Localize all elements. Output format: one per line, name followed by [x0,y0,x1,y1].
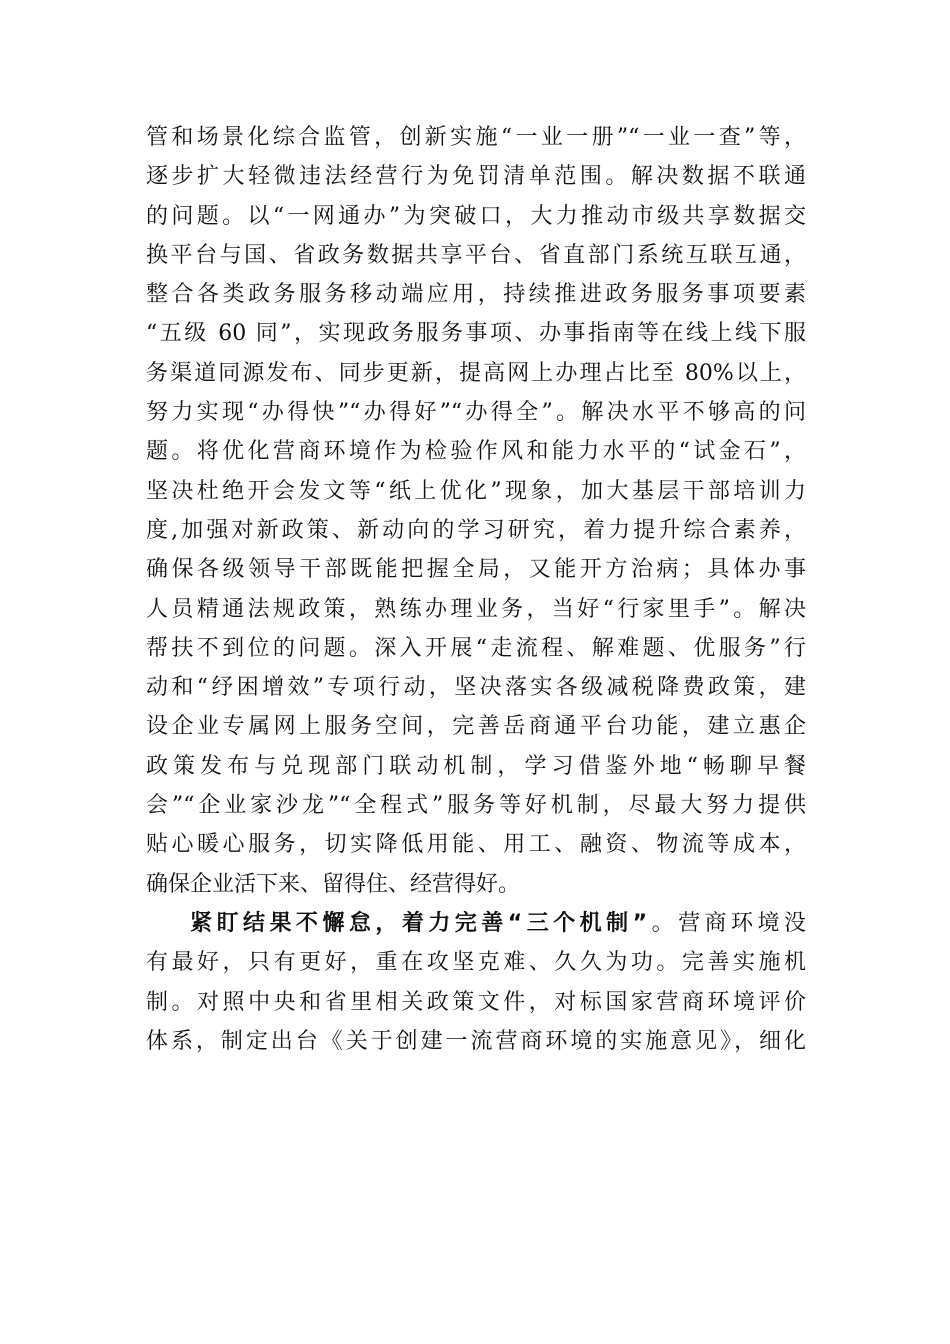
text-line: 确保企业活下来、留得住、经营得好。 [146,871,521,897]
text-line: 逐步扩大轻微违法经营行为免罚清单范围。解决数据不联通 [146,164,806,190]
text-line: 人员精通法规政策，熟练办理业务，当好“行家里手”。解决 [146,596,806,622]
text-line: 整合各类政务服务移动端应用，持续推进政务服务事项要素 [146,282,806,308]
text-line: 换平台与国、省政务数据共享平台、省直部门系统互联互通， [146,242,806,268]
text-line: 度,加强对新政策、新动向的学习研究，着力提升综合素养， [146,517,806,543]
text-line: 政策发布与兑现部门联动机制，学习借鉴外地“畅聊早餐 [146,753,806,779]
text-line: 坚决杜绝开会发文等“纸上优化”现象，加大基层干部培训力 [146,478,806,504]
body-text [146,118,806,1061]
text-line: 会”“企业家沙龙”“全程式”服务等好机制，尽最大努力提供 [146,793,806,819]
paragraph-2 [146,904,806,1061]
paragraph-lead-heading: 紧盯结果不懈怠，着力完善“三个机制” [190,910,648,936]
text-line: 制。对照中央和省里相关政策文件，对标国家营商环境评价 [146,989,806,1015]
text-line: 努力实现“办得快”“办得好”“办得全”。解决水平不够高的问 [146,400,806,426]
text-line: 的问题。以“一网通办”为突破口，大力推动市级共享数据交 [146,203,806,229]
text-line: “五级 60 同”，实现政务服务事项、办事指南等在线上线下服 [146,321,806,347]
text-line: 动和“纾困增效”专项行动，坚决落实各级减税降费政策，建 [146,675,806,701]
text-line: 帮扶不到位的问题。深入开展“走流程、解难题、优服务”行 [146,635,806,661]
text-line: 管和场景化综合监管，创新实施“一业一册”“一业一查”等， [146,125,806,150]
text-line: 体系，制定出台《关于创建一流营商环境的实施意见》，细化 [146,1028,806,1054]
paragraph-1 [146,118,806,904]
text-line: 务渠道同源发布、同步更新，提高网上办理占比至 80%以上， [146,360,806,386]
text-line: 确保各级领导干部既能把握全局，又能开方治病；具体办事 [146,557,806,583]
paragraph-2-first-line-rest: 。营商环境没 [647,910,806,936]
text-line: 贴心暖心服务，切实降低用能、用工、融资、物流等成本， [146,832,806,858]
paragraph-2-first-line [146,904,806,943]
text-line: 设企业专属网上服务空间，完善岳商通平台功能，建立惠企 [146,714,806,740]
text-line: 题。将优化营商环境作为检验作风和能力水平的“试金石”， [146,439,806,465]
text-line: 有最好，只有更好，重在攻坚克难、久久为功。完善实施机 [146,950,806,976]
